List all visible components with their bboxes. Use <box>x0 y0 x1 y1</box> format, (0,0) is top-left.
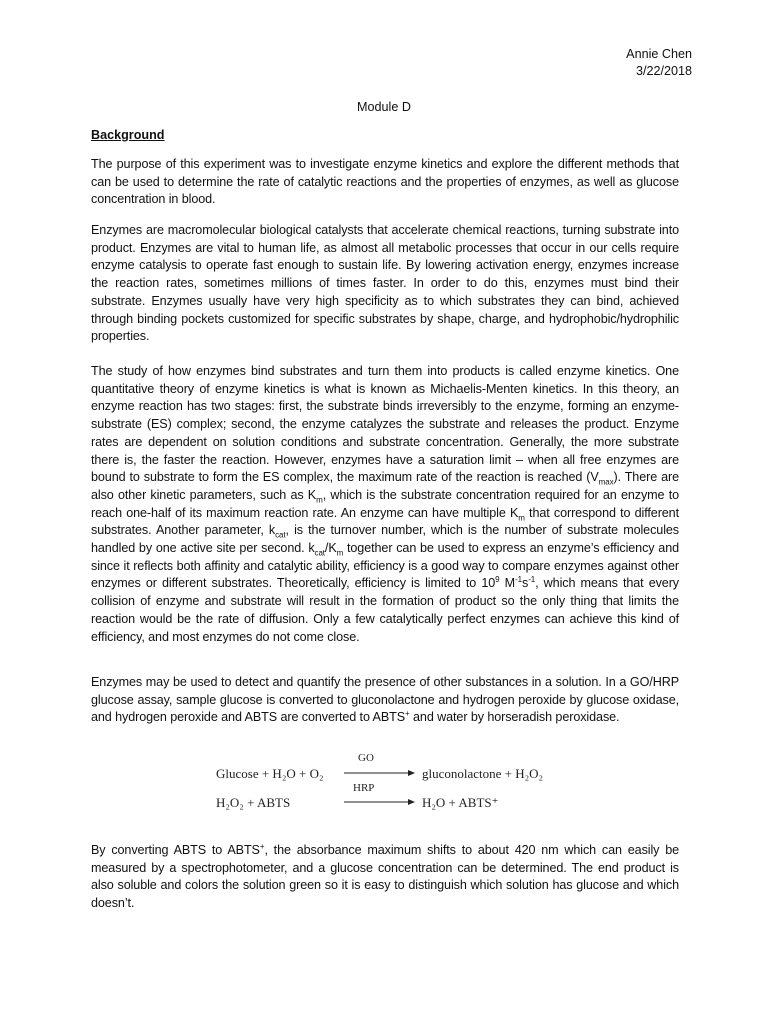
text-run: , the absorbance maximum shifts to about 420 nm which can easily be measured by a spectrophotometer, and a glucose concentration can be determined. The end product is also soluble and colors the solution green so it is easy to distinguish which solution has glucose and which doesn’t. <box>91 843 679 911</box>
author-name: Annie Chen <box>626 47 692 61</box>
reaction1-reactants: Glucose + H₂O + O₂ <box>216 766 324 781</box>
text-run: /K <box>324 541 337 556</box>
subscript: cat <box>275 530 286 540</box>
text-run: By converting ABTS to ABTS <box>91 843 260 857</box>
subscript: m <box>336 548 344 558</box>
reaction1-products: gluconolactone + H₂O₂ <box>422 766 544 781</box>
text-run: Enzymes may be used to detect and quantify the presence of other substances in a solution. In a GO/HRP glucose assay, sample glucose is converted to gluconolactone and hydrogen peroxide by glucose oxidase, and hydrogen peroxide and ABTS are converted to ABTS <box>91 675 679 725</box>
subscript: m <box>316 495 323 505</box>
subscript: cat <box>314 548 325 558</box>
paragraph-abts <box>91 842 679 913</box>
text-run: together can be used to express an enzyme’s efficiency and since it reflects both affinity and catalytic ability, efficiency is a good way to compare enzymes against other enzymes or different substrates. Theoretically, efficiency is limited to 10 <box>91 541 679 591</box>
reaction2-reactants: H₂O₂ + ABTS <box>216 795 291 810</box>
text-run: , is the turnover number, which is the number of substrate molecules handled by one active site per second. k <box>91 523 679 556</box>
reaction1-enzyme: GO <box>358 752 374 764</box>
paragraph-kinetics <box>91 363 679 646</box>
paragraph-purpose: The purpose of this experiment was to investigate enzyme kinetics and explore the different methods that can be used to determine the rate of catalytic reactions and the properties of enzymes, as well as glucose concentration in blood. <box>91 157 679 207</box>
superscript: -1 <box>515 575 522 585</box>
text-run: and water by horseradish peroxidase. <box>409 710 620 725</box>
text-run: M <box>499 576 516 591</box>
author-block <box>626 46 692 80</box>
arrow-hrp <box>344 799 415 805</box>
paragraph-assay <box>91 674 679 727</box>
reaction2-enzyme: HRP <box>353 782 375 794</box>
subscript: m <box>518 513 525 523</box>
text-run: , which is the substrate concentration required for an enzyme to reach one-half of its maximum reaction rate. An enzyme can have multiple K <box>91 487 680 520</box>
reaction-scheme <box>216 752 566 812</box>
superscript: + <box>259 841 265 851</box>
author-date: 3/22/2018 <box>635 64 692 78</box>
text-run: ). There are also other kinetic parameters, such as K <box>91 470 679 502</box>
subscript: max <box>598 477 614 487</box>
section-heading: Background <box>91 128 165 142</box>
arrow-go <box>344 770 415 776</box>
text-run: The study of how enzymes bind substrates and turn them into products is called enzyme kinetics. One quantitative theory of enzyme kinetics is what is known as Michaelis-Menten kinetics. In this theory, an enzyme reaction has two stages: first, the substrate binds irreversibly to the enzyme, forming an enzyme-substrate (ES) complex; second, the enzyme catalyzes the substrate and releases the product. Enzyme rates are dependent on solution conditions and substrate concentration. Generally, the more substrate there is, the faster the reaction. However, enzymes have a saturation limit – when all free enzymes are bound to substrate to form the ES complex, the maximum rate of the reaction is reached (V <box>91 364 679 485</box>
superscript: 9 <box>495 575 500 585</box>
reaction2-products: H₂O + ABTS⁺ <box>422 795 499 810</box>
superscript: -1 <box>528 575 536 585</box>
superscript: + <box>405 709 410 719</box>
document-title: Module D <box>357 100 411 114</box>
text-run: , which means that every collision of enzyme and substrate will result in the formation of product so the only thing that limits the reaction would be the rate of diffusion. Only a few catalytically perfect enzymes can achieve this kind of efficiency, and most enzymes do not come close. <box>91 576 680 644</box>
paragraph-enzymes: Enzymes are macromolecular biological catalysts that accelerate chemical reactions, turning substrate into product. Enzymes are vital to human life, as almost all metabolic processes that occur in our cells require enzyme catalysis to operate fast enough to sustain life. By lowering activation energy, enzymes increase the reaction rates, sometimes millions of times faster. In order to do this, enzymes must bind their substrate. Enzymes usually have very high specificity as to which substrates they can bind, achieved through binding pockets customized for specific substrates by shape, charge, and hydrophobic/hydrophilic properties. <box>91 223 679 344</box>
text-run: s <box>522 576 529 591</box>
text-run: that correspond to different substrates. Another parameter, k <box>91 505 679 538</box>
